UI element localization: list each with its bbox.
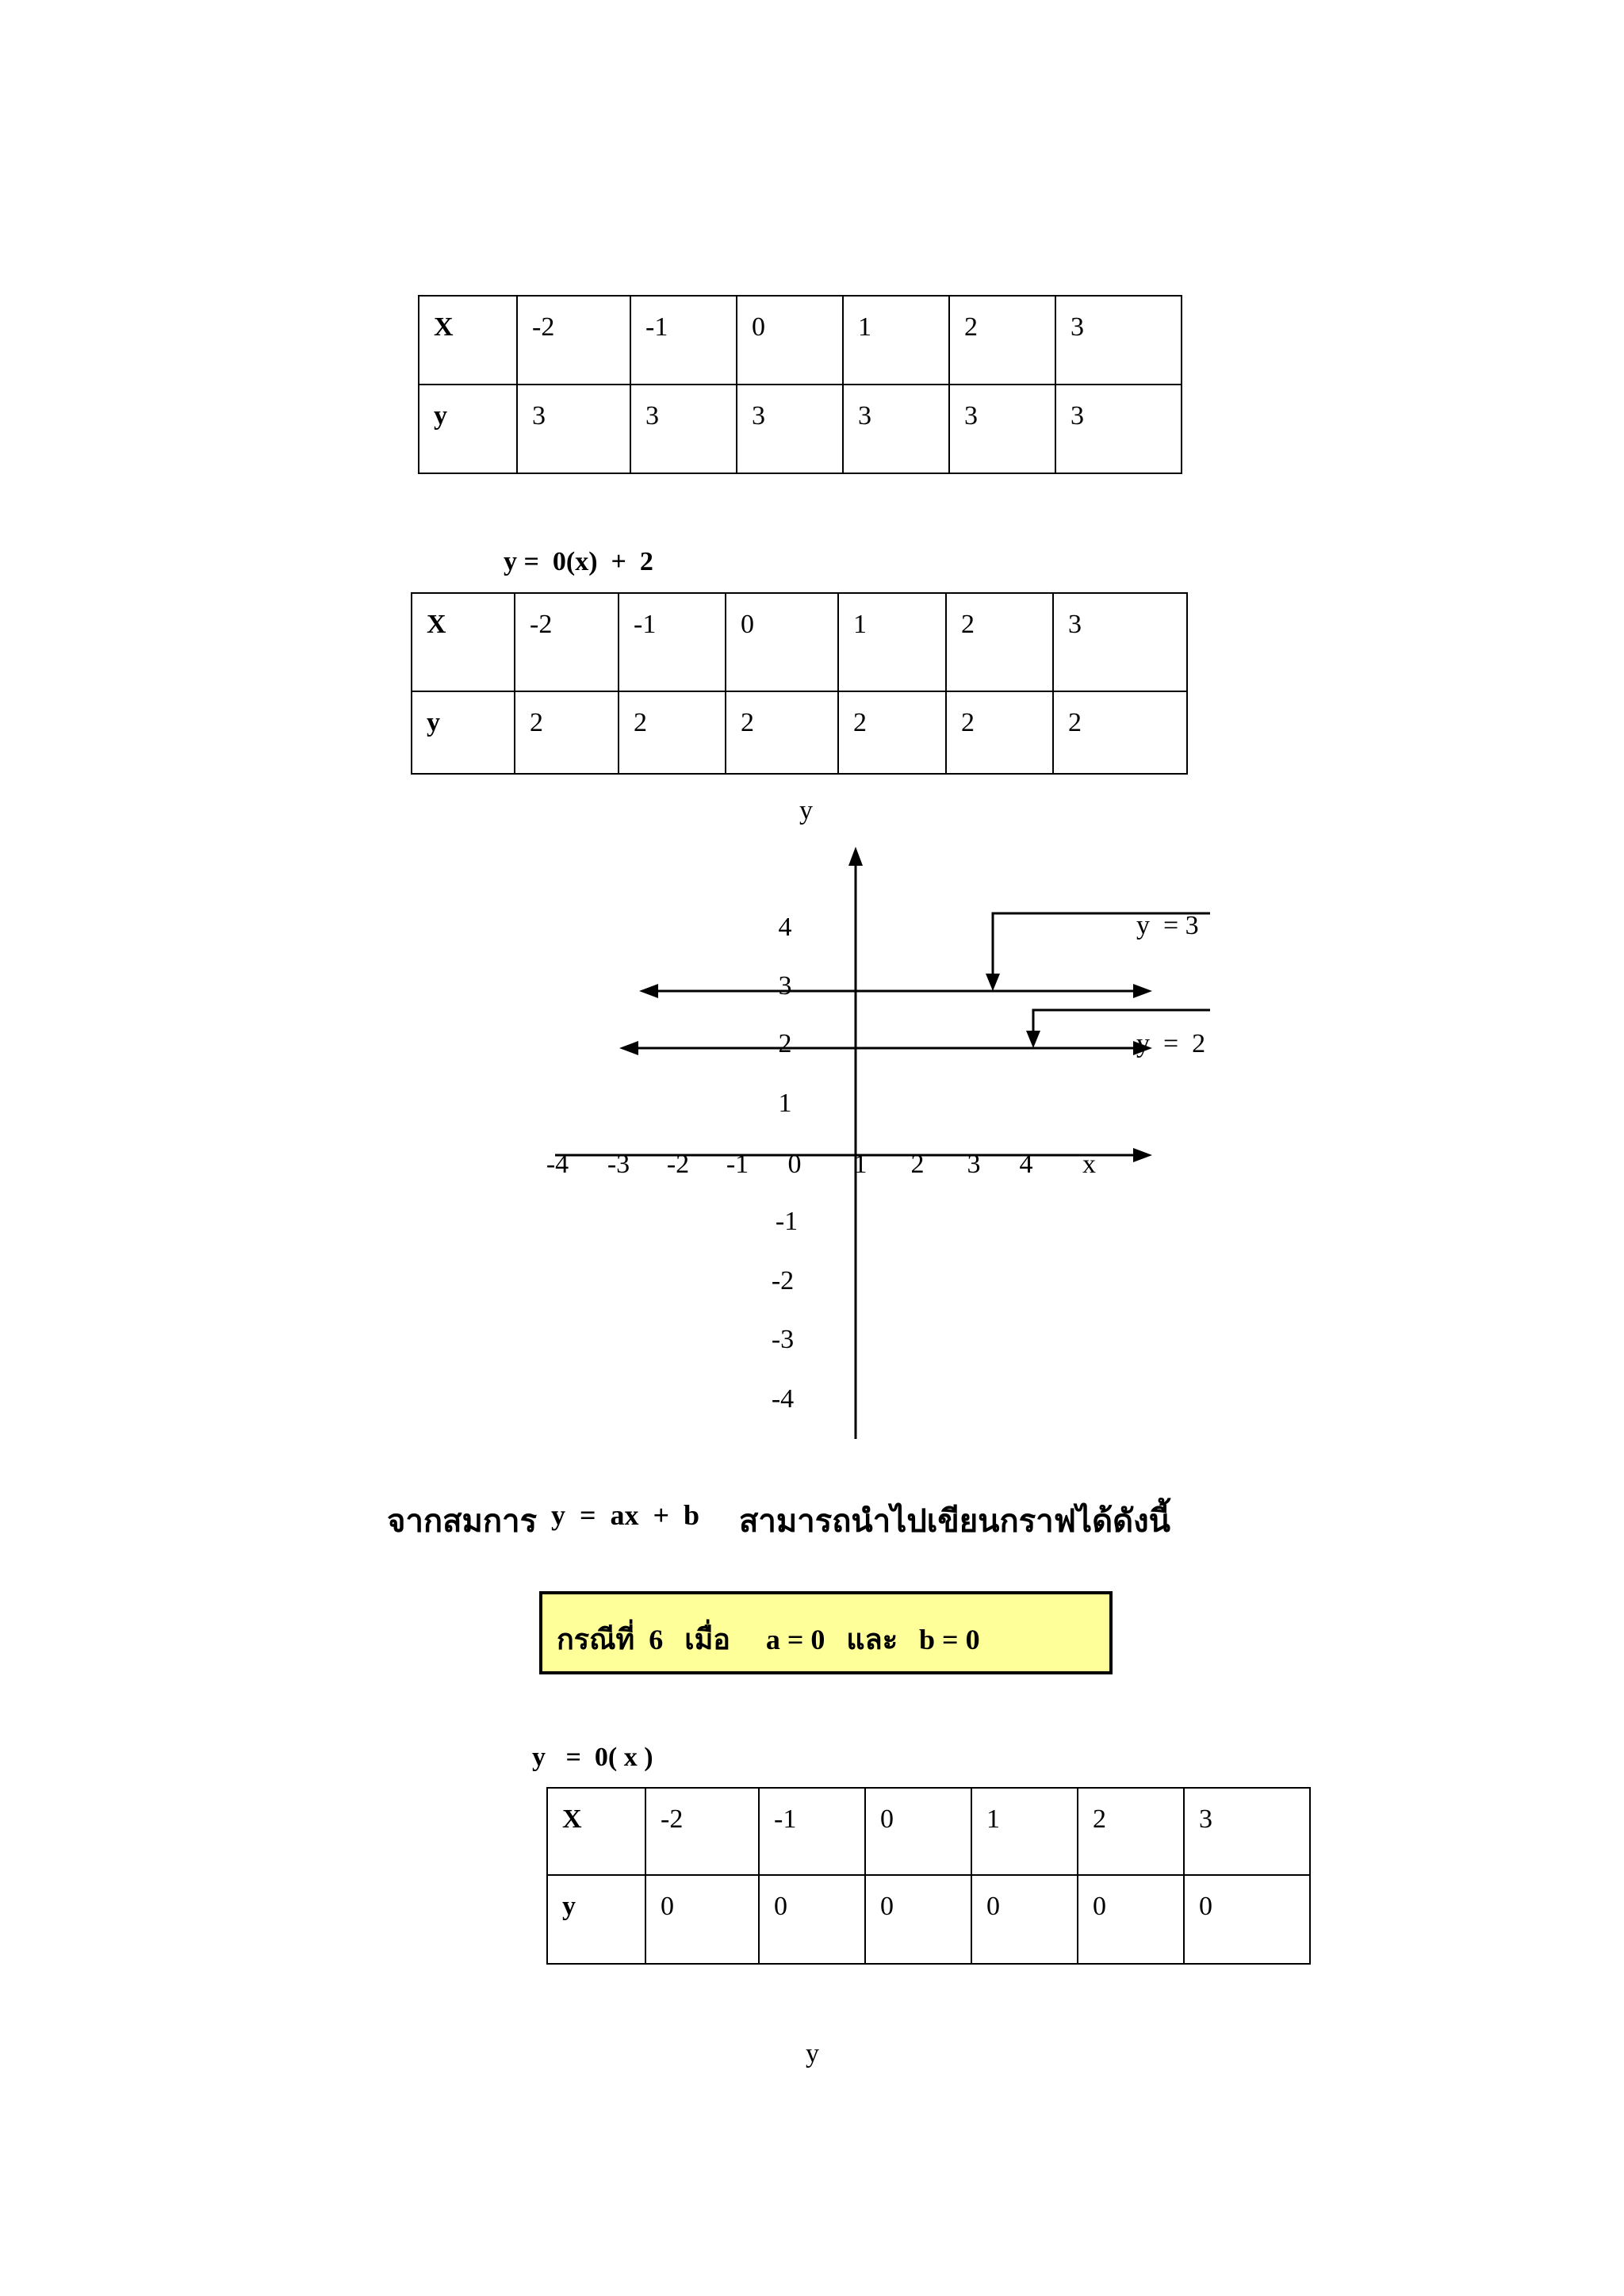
table-cell: 0 [726, 593, 838, 691]
x-axis-arrow-icon [1133, 1148, 1152, 1162]
table-cell: 1 [971, 1788, 1078, 1875]
y-axis-label: y [799, 796, 813, 825]
table-cell: 3 [737, 385, 843, 473]
table-cell: 2 [1053, 691, 1187, 774]
y-tick-label: -4 [771, 1384, 795, 1414]
value-table-3 [546, 1787, 1311, 1965]
x-tick-label: 1 [853, 1150, 868, 1179]
table-cell: -2 [645, 1788, 759, 1875]
table-cell: 3 [1055, 296, 1182, 385]
statement-equation: y = ax + b [551, 1499, 700, 1531]
table-cell: 3 [1055, 385, 1182, 473]
table-cell: 1 [843, 296, 949, 385]
y-tick-label: -1 [775, 1207, 799, 1236]
table-cell: 0 [737, 296, 843, 385]
table-cell: 1 [838, 593, 946, 691]
table-cell: 2 [619, 691, 726, 774]
table-header-y: y [412, 691, 515, 774]
line-label-y-2: y = 2 [1136, 1029, 1206, 1058]
table-cell: 2 [946, 691, 1053, 774]
table-cell: 2 [515, 691, 619, 774]
table-header-x: X [412, 593, 515, 691]
table-cell: 0 [971, 1875, 1078, 1964]
line-y-3-right-arrow-icon [1133, 984, 1152, 998]
table-cell: -2 [515, 593, 619, 691]
table-cell: 2 [726, 691, 838, 774]
x-tick-label: 0 [787, 1150, 802, 1179]
table-cell: -1 [630, 296, 737, 385]
equation-2: y = 0(x) + 2 [504, 547, 653, 576]
y-tick-label: 2 [778, 1029, 792, 1058]
table-cell: -2 [517, 296, 630, 385]
x-tick-label: -3 [607, 1150, 630, 1179]
table-cell: 2 [838, 691, 946, 774]
table-cell: -1 [759, 1788, 865, 1875]
line-y-3-left-arrow-icon [639, 984, 658, 998]
x-tick-label: 4 [1019, 1150, 1033, 1179]
line-y-2-left-arrow-icon [619, 1041, 638, 1055]
statement-prefix: จากสมการ [387, 1503, 538, 1539]
table-cell: 3 [843, 385, 949, 473]
table-cell: 3 [1053, 593, 1187, 691]
x-tick-label: -4 [546, 1150, 569, 1179]
table-cell: 3 [1184, 1788, 1310, 1875]
table-cell: 2 [949, 296, 1055, 385]
y-tick-label: 3 [778, 971, 792, 1001]
y-axis-arrow-icon [848, 847, 863, 866]
x-tick-label: 3 [967, 1150, 981, 1179]
statement-suffix: สามารถนำไปเขียนกราฟได้ดังนี้ [739, 1503, 1170, 1539]
table-header-y: y [547, 1875, 645, 1964]
x-tick-label: -1 [726, 1150, 749, 1179]
table-cell: 0 [645, 1875, 759, 1964]
table-cell: 0 [865, 1788, 971, 1875]
y-tick-label: 4 [778, 913, 792, 942]
table-header-x: X [547, 1788, 645, 1875]
table-cell: 2 [1078, 1788, 1184, 1875]
x-tick-label: -2 [666, 1150, 690, 1179]
table-cell: 3 [949, 385, 1055, 473]
y-tick-label: -3 [771, 1325, 795, 1354]
table-header-x: X [419, 296, 517, 385]
table-cell: 3 [630, 385, 737, 473]
table-header-y: y [419, 385, 517, 473]
x-axis-label: x [1082, 1150, 1096, 1179]
table-cell: -1 [619, 593, 726, 691]
case-box: กรณีที่ 6 เมื่อ a = 0 และ b = 0 [539, 1591, 1113, 1674]
line-label-y-3: y = 3 [1136, 911, 1199, 940]
x-tick-label: 2 [910, 1150, 925, 1179]
table-cell: 0 [1078, 1875, 1184, 1964]
callout-y-2-arrow-icon [1026, 1031, 1040, 1048]
table-cell: 0 [1184, 1875, 1310, 1964]
table-cell: 2 [946, 593, 1053, 691]
equation-3: y = 0( x ) [532, 1743, 653, 1772]
table-cell: 3 [517, 385, 630, 473]
bottom-y-label: y [806, 2039, 819, 2068]
table-cell: 0 [759, 1875, 865, 1964]
callout-y-3-arrow-icon [986, 974, 1000, 991]
table-cell: 0 [865, 1875, 971, 1964]
y-tick-label: -2 [771, 1266, 795, 1295]
y-tick-label: 1 [778, 1089, 792, 1118]
